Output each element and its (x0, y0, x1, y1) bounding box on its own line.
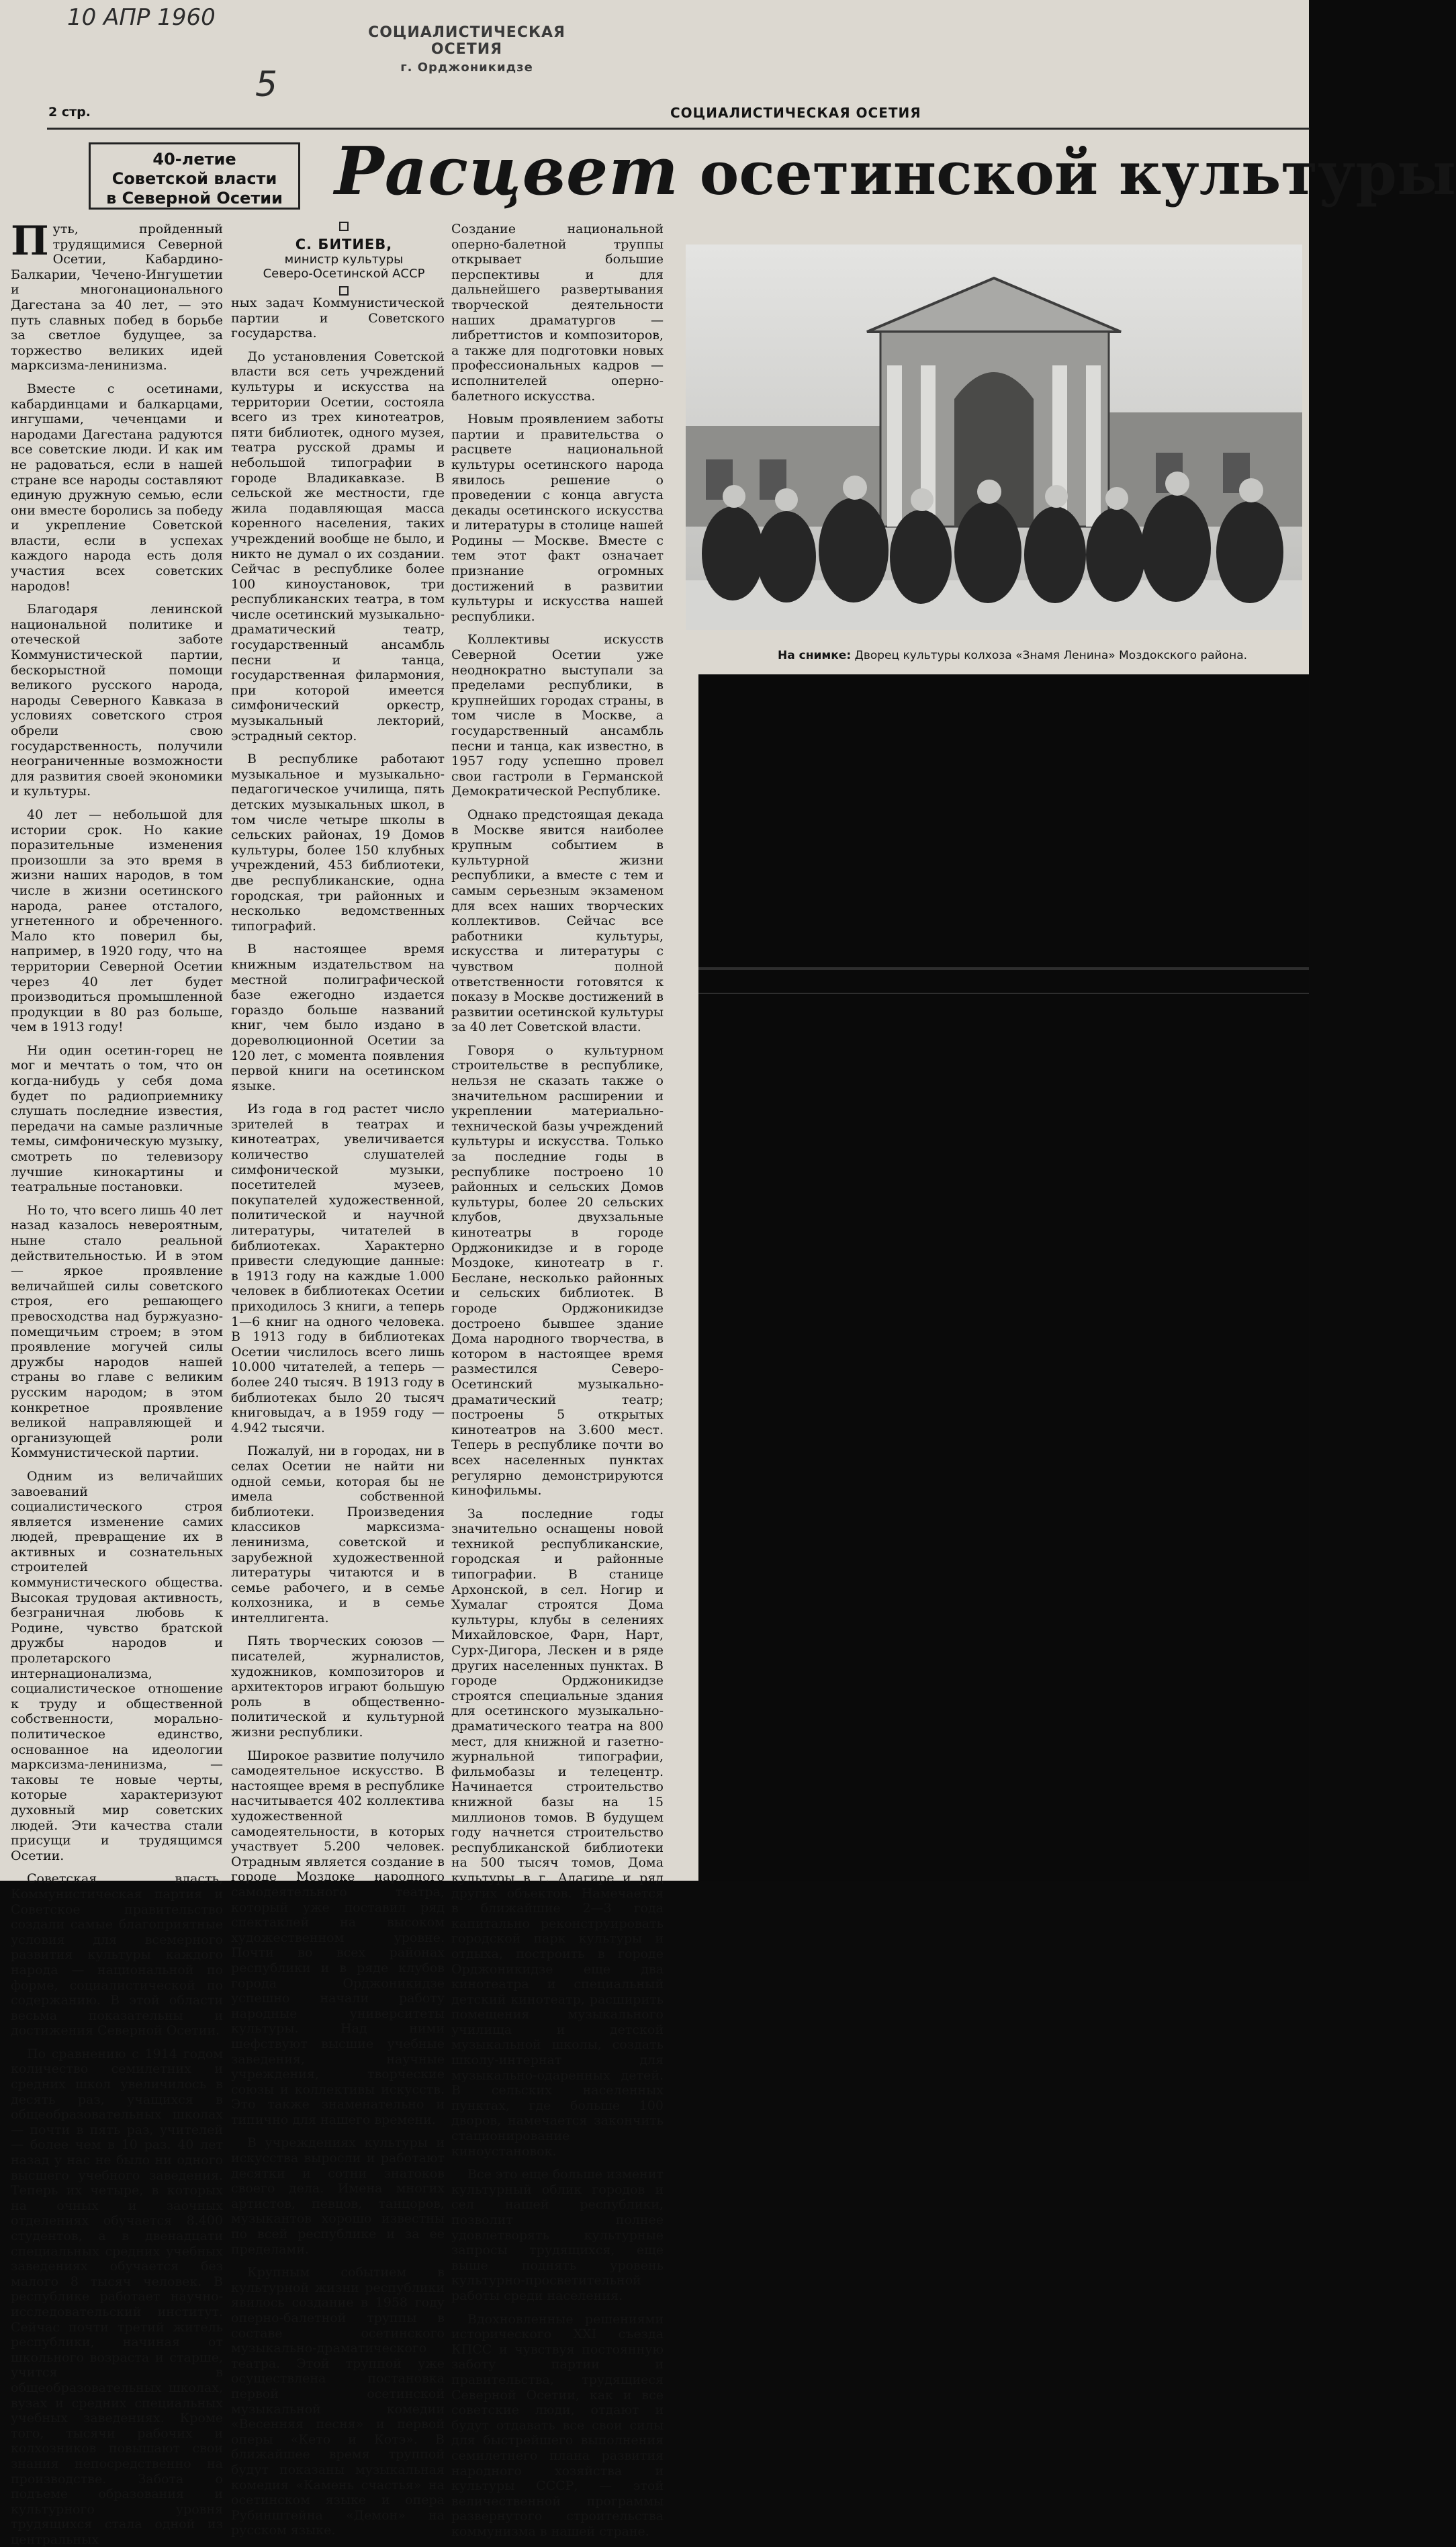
article-column-2 (231, 296, 445, 2538)
author-role: Северо-Осетинской АССР (263, 267, 425, 281)
scan-edge-line (698, 967, 1309, 970)
article-headline (334, 133, 1456, 210)
paragraph: Благодаря ленинской национальной политике и отеческой заботе Коммунистической партии, бескорыстной помощи великого русского народа, народы Северного Кавказа в условиях советского строя обрели свою государственность, получили неограниченные возможности для развития своей экономики и культуры. (11, 602, 223, 799)
headline-word-rastsvet: Расцвет (334, 133, 679, 210)
paragraph: Все это еще больше изменит культурный облик городов и сел нашей республики, позволит полнее удовлетворять культурные запросы трудящихся, еще выше поднять уровень культурно-просветительной работы среди населения. (451, 2167, 664, 2303)
paragraph: Но то, что всего лишь 40 лет назад казалось невероятным, ныне стало реальной действительностью. И в этом — яркое проявление величайшей силы советского строя, его решающего превосходства над буржуазно-помещичьим строем; в этом проявление могучей силы дружбы народов нашей страны во главе с великим русским народом; в этом конкретное проявление великой направляющей и организующей роли Коммунистической партии. (11, 1202, 223, 1461)
paragraph: Крупным событием в культурной жизни республики явилось создание в 1958 году оперно-балетной труппы в составе осетинского музыкально-драматического театра. Этой труппой уже осуществлена постановка первой осетинской музыкальной комедии «Весенняя песня» и первой оперы «Кето и Котэ». В ближайшее время труппой будут показаны музыкальная комедия «Камень счастья» на осетинском языке и опера Рубинштейна «Демон» на русском языке. (231, 2265, 445, 2538)
archive-stamp (356, 24, 578, 75)
paragraph: За последние годы значительно оснащены новой техникой республиканские, городская и районные типографии. В станице Архонской, в сел. Ногир и Хумалаг строятся Дома культуры, клубы в селениях Михайловское, Фарн, Нарт, Сурх-Дигора, Лескен и в ряде других населенных пунктах. В городе Орджоникидзе строятся специальные здания для осетинского музыкально-драматического театра на 800 мест, для книжной и газетно-журнальной типографии, фильмобазы и телецентр. Начинается строительство книжной базы на 15 миллионов томов. В будущем году начнется строительство республиканской библиотеки на 500 тысяч томов, Дома культуры в г. Алагире и ряд других объектов. Намечается в ближайшие 2—3 года капитально реконструировать городской парк культуры и отдыха, построить в городе Орджоникидзе еще два кинотеатра и специальный детский кинотеатр, расширить помещения музыкального училища и детской музыкальной школы, создать школу-интернат для музыкально-одаренных детей. В сельских населенных пунктах, где больше 100 дворов, намечается закончить стационирование киноустановок. (451, 1506, 664, 2159)
paragraph: Новым проявлением заботы партии и правительства о расцвете национальной культуры осетинского народа явилось решение о проведении с конца августа декады осетинского искусства и литературы в столице нашей Родины — Москве. Вместе с тем этот факт означает признание огромных достижений в развитии культуры и искусства нашей республики. (451, 412, 664, 624)
caption-lead: На снимке: (778, 649, 852, 662)
paragraph: Говоря о культурном строительстве в республике, нельзя не сказать также о значительном расширении и укреплении материально-технической базы учреждений культуры и искусства. Только за последние годы в республике построено 10 районных и сельских Домов культуры, более 20 сельских клубов, двухзальные кинотеатры в городе Орджоникидзе и в городе Моздоке, кинотеатр в г. Беслане, несколько районных и сельских библиотек. В городе Орджоникидзе достроено бывшее здание Дома народного творчества, в котором в настоящее время разместился Северо-Осетинский музыкально-драматический театр; построены 5 открытых кинотеатров на 3.600 мест. Теперь в республике почти во всех населенных пунктах регулярно демонстрируются кинофильмы. (451, 1042, 664, 1499)
photo-graphic (686, 244, 1302, 630)
scan-background (698, 674, 1309, 1881)
paragraph: В учреждениях культуры и искусства выросли и работают десятки и сотни знатоков своего дела. Имена многих артистов, певцов, танцоров, музыкантов хорошо известны по всей республике и за ее пределами. (231, 2135, 445, 2257)
photo-caption (778, 649, 1302, 662)
paragraph: Советская власть, Коммунистическая партия и Советское правительство создали самые благоприятные условия для всемерного развития культуры каждого народа — национальной по форме, социалистической по содержанию. В этой области весьма показательны и достижения Северной Осетии. (11, 1871, 223, 2039)
paragraph: 40 лет — небольшой для истории срок. Но какие поразительные изменения произошли за это время в жизни наших народов, в том числе в жизни осетинского народа, ранее отсталого, угнетенного и обреченного. Мало кто поверил бы, например, в 1920 году, что на территории Северной Осетии через 40 лет будет производиться промышленной продукции в 80 раз больше, чем в 1913 году! (11, 807, 223, 1035)
stamp-city: г. Орджоникидзе (400, 60, 533, 75)
stamp-newspaper-name: СОЦИАЛИСТИЧЕСКАЯ ОСЕТИЯ (368, 24, 565, 58)
paragraph: Вместе с осетинами, кабардинцами и балкарцами, ингушами, чеченцами и народами Дагестана радуются все советские люди. И как им не радоваться, если в нашей стране все народы составляют единую дружную семью, если они вместе боролись за победу и укрепление Советской власти, если в успехах каждого народа есть доля участия всех советских народов! (11, 381, 223, 594)
paragraph: Коллективы искусств Северной Осетии уже неоднократно выступали за пределами республики, в крупнейших городах страны, в том числе в Москве, а государственный ансамбль песни и танца, как известно, в 1957 году успешно провел свои гастроли в Германской Демократической Республике. (451, 632, 664, 799)
rubric-line: в Северной Осетии (106, 189, 283, 208)
handwritten-number: 5 (255, 64, 278, 105)
caption-text: Дворец культуры колхоза «Знамя Ленина» Моздокского района. (854, 649, 1248, 662)
headline-rest: осетинской культуры (699, 138, 1456, 208)
ornament-square-icon (339, 222, 349, 231)
author-name: С. БИТИЕВ, (295, 236, 393, 253)
rubric-line: 40-летие (152, 150, 236, 169)
page-number: 2 стр. (48, 105, 91, 120)
paragraph: До установления Советской власти вся сеть учреждений культуры и искусства на территории Осетии, состояла всего из трех кинотеатров, пяти библиотек, одного музея, театра русской драмы и небольшой типографии в городе Владикавказе. В сельской же местности, где жила подавляющая масса коренного населения, таких учреждений вообще не было, и никто не думал о их создании. Сейчас в республике более 100 киноустановок, три республиканских театра, в том числе осетинский музыкально-драматический театр, государственный ансамбль песни и танца, государственная филармония, при которой имеется симфонический оркестр, музыкальный лекторий, эстрадный сектор. (231, 349, 445, 744)
author-block (230, 222, 458, 296)
rubric-box (89, 142, 300, 210)
paragraph: Из года в год растет число зрителей в театрах и кинотеатрах, увеличивается количество слушателей симфонической музыки, посетителей музеев, покупателей художественной, политической и научной литературы, читателей в библиотеках. Характерно привести следующие данные: в 1913 году на каждые 1.000 человек в библиотеках Осетии приходилось 3 книги, а теперь 1—6 книг на одного человека. В 1913 году в библиотеках Осетии числилось всего лишь 10.000 читателей, а теперь — более 240 тысяч. В 1913 году в библиотеках было 20 тысяч книговыдач, а в 1959 году — 4.942 тысячи. (231, 1102, 445, 1435)
rubric-line: Советской власти (111, 169, 277, 188)
author-role: министр культуры (284, 253, 404, 267)
drop-cap: П (11, 218, 49, 265)
palace-of-culture-photo (686, 244, 1302, 630)
paragraph: В настоящее время книжным издательством на местной полиграфической базе ежегодно издается гораздо больше названий книг, чем было издано в дореволюционной Осетии за 120 лет, с момента появления первой книги на осетинском языке. (231, 942, 445, 1093)
paragraph: Создание национальной оперно-балетной труппы открывает большие перспективы и для дальнейшего развертывания творческой деятельности наших драматургов — либреттистов и композиторов, а также для подготовки новых профессиональных кадров — исполнителей оперно-балетного искусства. (451, 222, 664, 404)
paragraph: В республике работают музыкальное и музыкально-педагогическое училища, пять детских музыкальных школ, в том числе четыре школы в сельских районах, 19 Домов культуры, более 150 клубных учреждений, 453 библиотеки, две республиканские, одна городская, три районных и несколько ведомственных типографий. (231, 752, 445, 934)
paragraph: Вдохновленные решениями исторического XXI съезда КПСС и чувствуя постоянную заботу партии и правительства, трудящиеся Северной Осетии, как и все советские люди, отдают и будут отдавать все свои силы для быстрейшего выполнения семилетнего плана развития народного хозяйства и культуры СССР, — этой величественной программы развернутого строительства коммунизма в нашей стране. (451, 2311, 664, 2539)
clipping-edge-strip (678, 674, 698, 1145)
paragraph: Ни один осетин-горец не мог и мечтать о том, что он когда-нибудь у себя дома будет по радиоприемнику слушать последние известия, передачи на самые различные темы, симфоническую музыку, смотреть по телевизору лучшие кинокартины и театральные постановки. (11, 1042, 223, 1195)
scan-edge-line (698, 993, 1309, 994)
paragraph: Пять творческих союзов — писателей, журналистов, художников, композиторов и архитекторов играют большую роль в общественно-политической и культурной жизни республики. (231, 1634, 445, 1740)
ornament-square-icon (339, 286, 349, 296)
paragraph: Пожалуй, ни в городах, ни в селах Осетии не найти ни одной семьи, которая бы не имела собственной библиотеки. Произведения классиков марксизма-ленинизма, советской и зарубежной художественной литературы читаются и в семье рабочего, и в семье колхозника, и в семье интеллигента. (231, 1443, 445, 1625)
paragraph: ных задач Коммунистической партии и Советского государства. (231, 296, 445, 341)
paragraph: Одним из величайших завоеваний социалистического строя является изменение самих людей, превращение их в активных и сознательных строителей коммунистического общества. Высокая трудовая активность, безграничная любовь к Родине, чувство братской дружбы народов и пролетарского интернационализма, социалистическое отношение к труду и общественной собственности, морально-политическое единство, основанное на идеологии марксизма-ленинизма, — таковы те новые черты, которые характеризуют духовный мир советских людей. Эти качества стали присущи и трудящимся Осетии. (11, 1468, 223, 1863)
running-head: СОЦИАЛИСТИЧЕСКАЯ ОСЕТИЯ (670, 105, 921, 121)
handwritten-date: 10 АПР 1960 (67, 4, 216, 31)
paragraph: По сравнению с 1914 годом количество семилетних и средних школ увеличилось в десять раз, учащихся в общеобразовательных школах — почти в пять раз, учителей — более чем в 10 раз. 40 лет назад у нас не было ни одного высшего учебного заведения. Теперь их четыре, в которых на очных и заочных отделениях обучается 8.400 студентов, а в двенадцати специальных средних учебных заведениях обучается без малого 8 тысяч человек. В республике работает научно-исследовательский институт. Сейчас почти третий житель республики, начиная от школьного возраста и старше, учится в общеобразовательных школах, вузах и средних специальных учебных заведениях. Кроме того, тысячи рабочих и колхозников повышают свои знания непосредственно на производстве. Забота о подъеме образования и культурного уровня трудящихся стала одной из центральных (11, 2046, 223, 2547)
paragraph: Путь, пройденный трудящимися Северной Осетии, Кабардино-Балкарии, Чечено-Ингушетии и многонационального Дагестана за 40 лет, — это путь славных побед в борьбе за светлое будущее, за торжество великих идей марксизма-ленинизма. (11, 218, 223, 373)
article-column-1 (11, 218, 223, 2547)
paragraph: Однако предстоящая декада в Москве явится наиболее крупным событием в культурной жизни республики, а вместе с тем и самым серьезным экзаменом для всех наших творческих коллективов. Сейчас все работники культуры, искусства и литературы с чувством полной ответственности готовятся к показу в Москве достижений в развитии осетинской культуры за 40 лет Советской власти. (451, 807, 664, 1035)
article-column-3 (451, 222, 664, 2539)
paragraph: Широкое развитие получило самодеятельное искусство. В настоящее время в республике насчитывается 402 коллектива художественной самодеятельности, в которых участвует 5.200 человек. Отрадным является создание в городе Моздоке народного самодеятельного театра, который уже поставил ряд спектаклей на высоком художественном уровне. Почти во всех районах республики и в ряде клубов города Орджоникидзе успешно начали работу народные университеты культуры. Над ними шефствуют высшие учебные заведения, научные учреждения, творческие союзы и коллективы искусств. Это также знаменательно и типично для нашего времени. (231, 1748, 445, 2127)
header-rule (47, 128, 1310, 130)
